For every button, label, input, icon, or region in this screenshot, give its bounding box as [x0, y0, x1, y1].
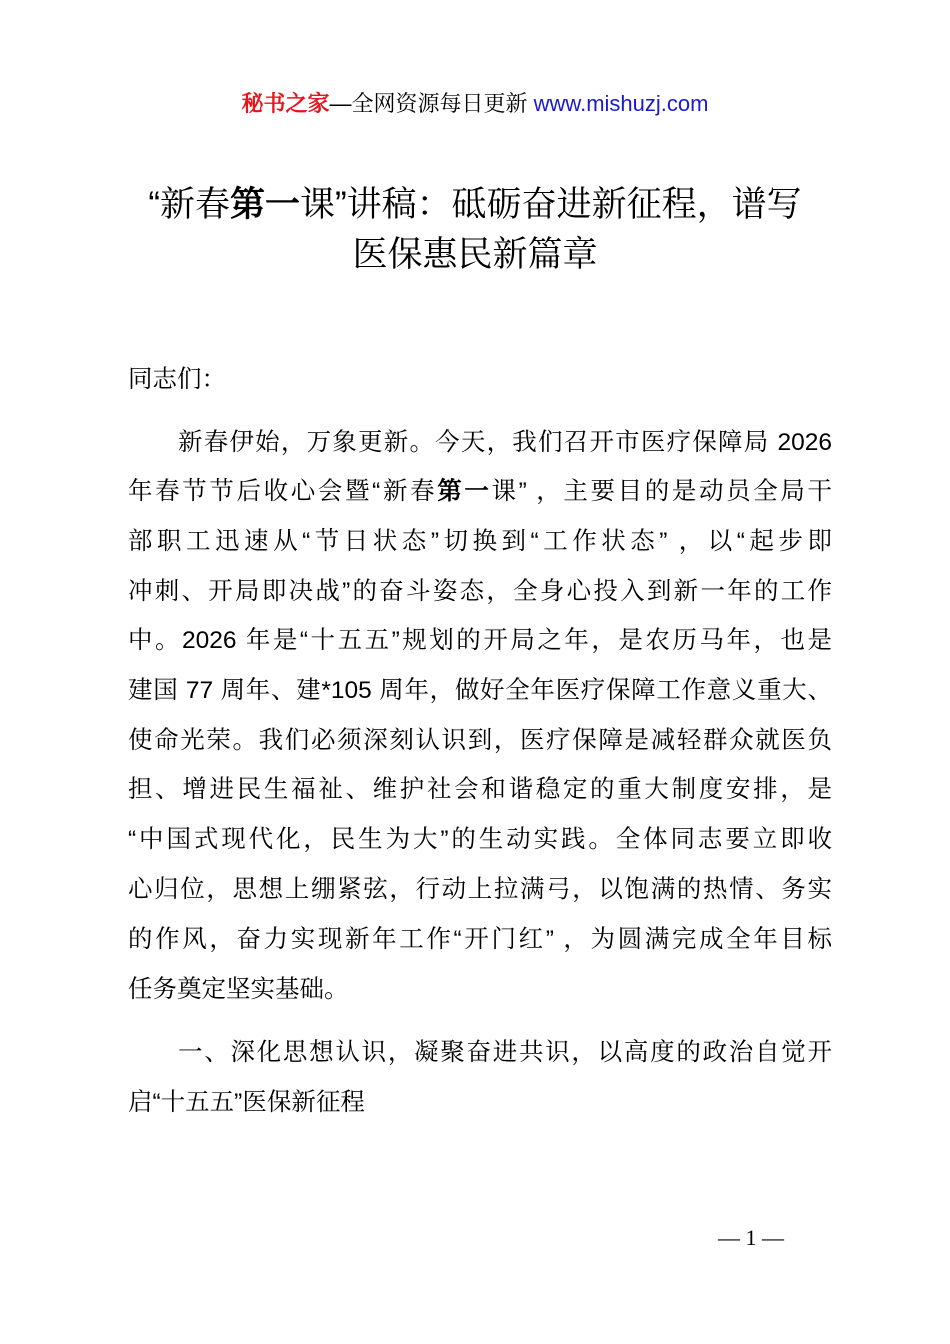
section-heading-line: 一、深化思想认识，凝聚奋进共识，以高度的政治自觉开	[178, 1039, 832, 1066]
paragraph-line: “中国式现代化，民生为大”的生动实践。全体同志要立即收	[128, 826, 832, 853]
paragraph-line: 使命光荣。我们必须深刻认识到，医疗保障是减轻群众就医负	[128, 727, 832, 754]
site-url-link[interactable]: www.mishuzj.com	[533, 91, 709, 116]
bold-text: 第一	[437, 478, 492, 505]
paragraph-line: 冲刺、开局即决战”的奋斗姿态，全身心投入到新一年的工作	[128, 578, 832, 605]
site-header	[0, 88, 950, 120]
header-tagline: —全网资源每日更新	[329, 91, 534, 116]
title-bold-text: 第一	[229, 185, 300, 224]
text: 年春节节后收心会暨“新春	[128, 478, 438, 505]
paragraph-line: 任务奠定坚实基础。	[128, 976, 349, 1003]
page-number: — 1 —	[718, 1225, 784, 1250]
paragraph-line: 担、增进民生福祉、维护社会和谐稳定的重大制度安排，是	[128, 776, 832, 803]
title-text: “新春	[148, 185, 230, 224]
paragraph-line: 的作风，奋力实现新年工作“开门红” ，为圆满完成全年目标	[128, 926, 832, 953]
title-line-2: 医保惠民新篇章	[352, 235, 598, 274]
text: 课” ，主要目的是动员全局干	[491, 478, 832, 505]
title-text: 课”讲稿：砥砺奋进新征程，谱写	[300, 185, 802, 224]
brand-name: 秘书之家	[241, 91, 330, 116]
paragraph-line	[128, 477, 832, 507]
paragraph-line: 心归位，思想上绷紧弦，行动上拉满弓，以饱满的热情、务实	[128, 876, 832, 903]
paragraph-line: 新春伊始，万象更新。今天，我们召开市医疗保障局 2026	[178, 429, 832, 456]
section-heading-line: 启“十五五”医保新征程	[128, 1089, 365, 1116]
paragraph-line: 建国 77 周年、建*105 周年，做好全年医疗保障工作意义重大、	[128, 677, 832, 704]
salutation: 同志们：	[128, 366, 226, 393]
title-line-1	[100, 180, 850, 230]
paragraph-line: 部职工迅速从“节日状态”切换到“工作状态” ，以“起步即	[128, 528, 832, 555]
document-title	[100, 180, 850, 280]
paragraph-line: 中。2026 年是“十五五”规划的开局之年，是农历马年，也是	[128, 627, 832, 654]
